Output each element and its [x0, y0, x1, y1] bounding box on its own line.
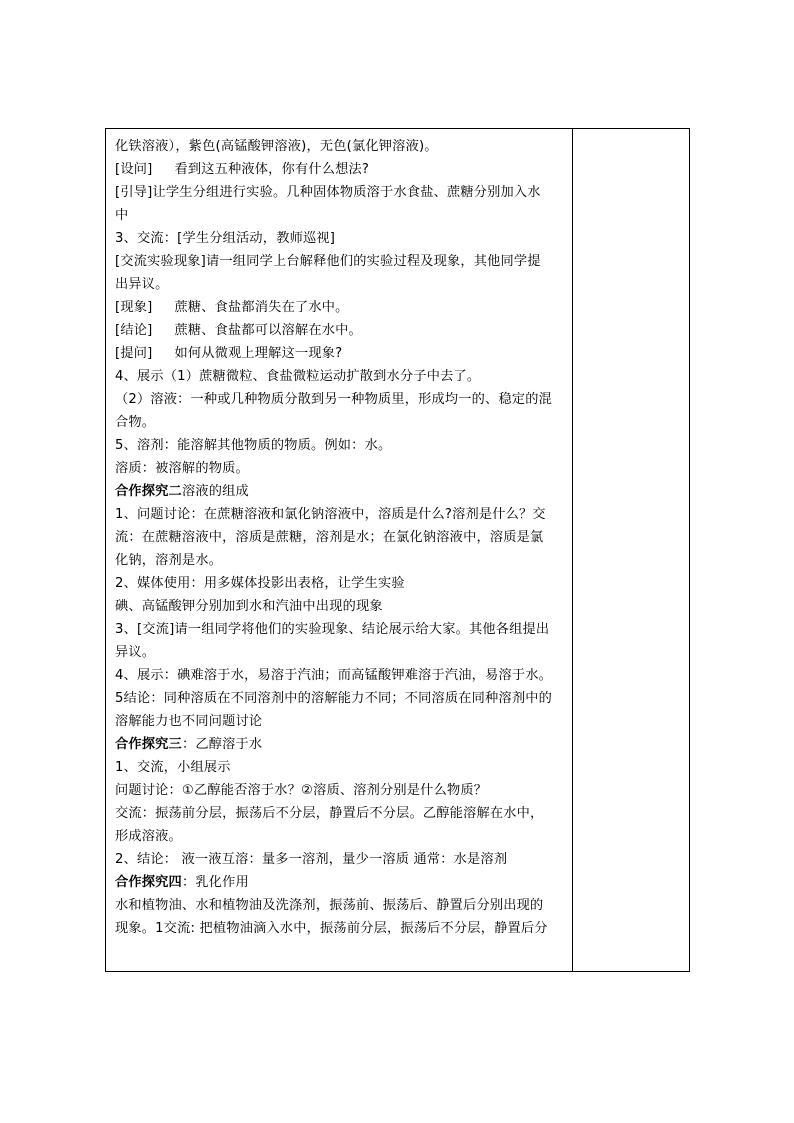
text-line: [115, 894, 568, 917]
line-text: [引导]让学生分组进行实验。几种固体物质溶于水食盐、蔗糖分别加入水: [115, 185, 541, 200]
line-text: 中: [115, 208, 129, 223]
content-cell: [106, 129, 573, 972]
line-text: 水和植物油、水和植物油及洗涤剂，振荡前、振荡后、静置后分别出现的: [115, 898, 544, 913]
line-text: 交流：振荡前分层，振荡后不分层，静置后不分层。乙醇能溶解在水中，: [115, 806, 544, 821]
line-text: 2、媒体使用：用多媒体投影出表格，让学生实验: [115, 576, 405, 591]
line-text: 化铁溶液），紫色(高锰酸钾溶液)，无色(氯化钾溶液)。: [115, 139, 438, 154]
line-text: [交流实验现象]请一组同学上台解释他们的实验过程及现象，其他同学提: [115, 254, 541, 269]
line-text: 1、交流，小组展示: [115, 760, 231, 775]
line-text: 蔗糖、食盐都消失在了水中。: [174, 300, 349, 315]
text-line: [115, 457, 568, 480]
text-line: [115, 480, 568, 503]
line-text: ：乙醇溶于水: [181, 737, 263, 752]
text-line: [115, 733, 568, 756]
line-text: 1、问题讨论：在蔗糖溶液和氯化钠溶液中，溶质是什么?溶剂是什么？交: [115, 507, 546, 522]
text-line: [115, 664, 568, 687]
text-line: [115, 572, 568, 595]
lesson-plan-table: [105, 128, 690, 972]
line-text: 5、溶剂：能溶解其他物质的物质。例如：水。: [115, 438, 392, 453]
text-line: [115, 848, 568, 871]
line-text: 溶液的组成: [181, 484, 249, 499]
text-line: [115, 250, 568, 273]
text-line: [115, 158, 568, 181]
text-line: [115, 802, 568, 825]
text-line: [115, 618, 568, 641]
section-heading: 合作探究四: [115, 875, 182, 890]
line-text: 流：在蔗糖溶液中，溶质是蔗糖，溶剂是水；在氯化钠溶液中，溶质是氯: [115, 530, 544, 545]
text-line: [115, 273, 568, 296]
text-line: [115, 756, 568, 779]
line-text: 合物。: [115, 415, 156, 430]
line-text: 形成溶液。: [115, 829, 182, 844]
text-line: [115, 595, 568, 618]
line-text: 异议。: [115, 645, 156, 660]
text-line: [115, 227, 568, 250]
text-line: [115, 434, 568, 457]
text-line: [115, 641, 568, 664]
line-tag: [设问]: [115, 162, 153, 177]
text-line: [115, 388, 568, 411]
line-text: 3、交流：[学生分组活动，教师巡视]: [115, 231, 336, 246]
text-line: [115, 871, 568, 894]
line-text: 2、结论： 液一液互溶：量多一溶剂，量少一溶质 通常：水是溶剂: [115, 852, 508, 867]
line-text: 4、展示：碘难溶于水，易溶于汽油；而高锰酸钾难溶于汽油，易溶于水。: [115, 668, 552, 683]
text-line: [115, 687, 568, 710]
section-heading: 合作探究二: [115, 484, 182, 499]
text-line: [115, 917, 568, 940]
line-text: （2）溶液：一种或几种物质分散到另一种物质里，形成均一的、稳定的混: [115, 392, 552, 407]
text-line: [115, 204, 568, 227]
line-text: 如何从微观上理解这一现象?: [174, 346, 343, 361]
line-text: 碘、高锰酸钾分别加到水和汽油中出现的现象: [115, 599, 383, 614]
line-text: 蔗糖、食盐都可以溶解在水中。: [174, 323, 362, 338]
text-line: [115, 779, 568, 802]
line-tag: [结论]: [115, 323, 153, 338]
line-tag: [提问]: [115, 346, 153, 361]
line-text: 看到这五种液体，你有什么想法?: [174, 162, 370, 177]
text-line: [115, 135, 568, 158]
line-text: 5结论：同种溶质在不同溶剂中的溶解能力不同；不同溶质在同种溶剂中的: [115, 691, 552, 706]
text-line: [115, 503, 568, 526]
text-line: [115, 549, 568, 572]
text-line: [115, 411, 568, 434]
text-line: [115, 319, 568, 342]
line-text: 化钠，溶剂是水。: [115, 553, 223, 568]
text-line: [115, 526, 568, 549]
line-text: ：乳化作用: [181, 875, 249, 890]
line-text: 溶解能力也不同问题讨论: [115, 714, 263, 729]
text-line: [115, 365, 568, 388]
text-line: [115, 342, 568, 365]
line-text: 3、[交流]请一组同学将他们的实验现象、结论展示给大家。其他各组提出: [115, 622, 550, 637]
line-text: 问题讨论：①乙醇能否溶于水？②溶质、溶剂分别是什么物质？: [115, 783, 488, 798]
table-row: [106, 129, 690, 972]
section-heading: 合作探究三: [115, 737, 182, 752]
line-tag: [现象]: [115, 300, 153, 315]
text-line: [115, 296, 568, 319]
text-line: [115, 710, 568, 733]
text-line: [115, 181, 568, 204]
lesson-content: [106, 129, 572, 940]
text-line: [115, 825, 568, 848]
line-text: 现象。1交流: 把植物油滴入水中，振荡前分层，振荡后不分层，静置后分: [115, 921, 548, 936]
notes-cell: [573, 129, 690, 972]
line-text: 溶质：被溶解的物质。: [115, 461, 249, 476]
line-text: 4、展示（1）蔗糖微粒、食盐微粒运动扩散到水分子中去了。: [115, 369, 481, 384]
line-text: 出异议。: [115, 277, 169, 292]
